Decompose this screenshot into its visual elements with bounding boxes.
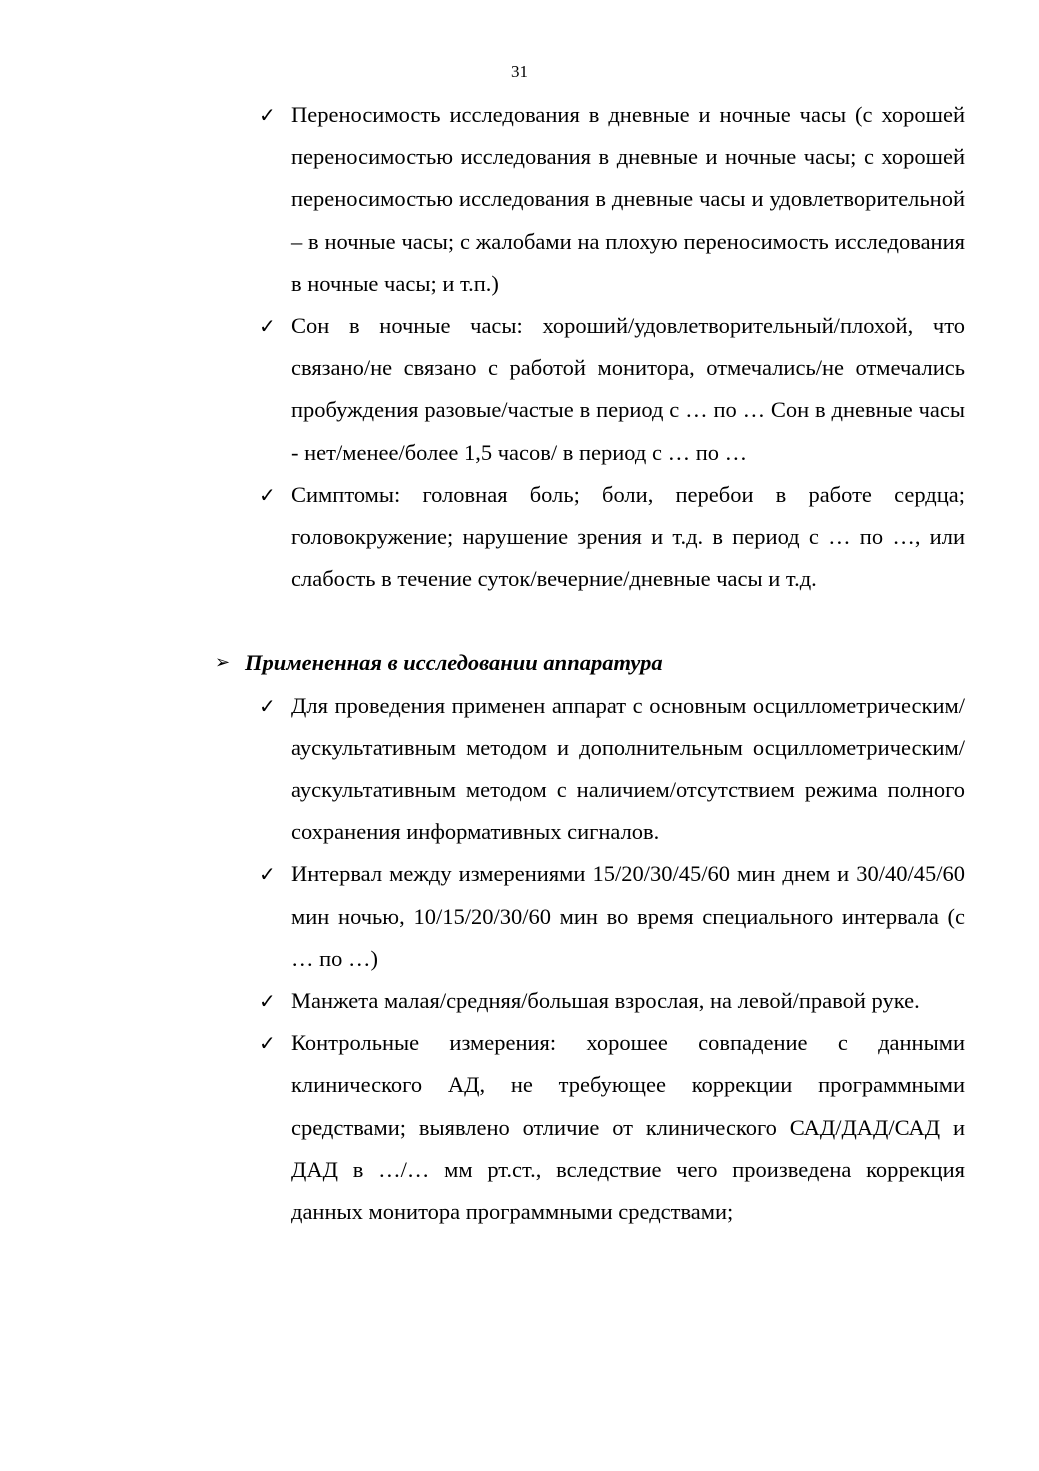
list-item-text: Контрольные измерения: хорошее совпадение с данными клинического АД, не требующее коррекции программными средствами; выявлено отличие от клинического САД/ДАД/САД и ДАД в …/… мм рт.ст., вследствие чего произведена коррекция данных монитора программными средствами;: [291, 1030, 965, 1225]
list-item-interval: [259, 853, 965, 980]
document-body: [0, 94, 1039, 1233]
section-heading-text: Примененная в исследовании аппаратура: [245, 650, 663, 676]
checkmark-icon: ✓: [259, 862, 276, 887]
list-item-cuff: [259, 980, 965, 1022]
list-item-sleep: [259, 305, 965, 474]
list-item-tolerance: [259, 94, 965, 305]
checkmark-icon: ✓: [259, 314, 276, 339]
checkmark-icon: ✓: [259, 693, 276, 718]
list-item-symptoms: [259, 474, 965, 601]
list-item-control-measurements: [259, 1022, 965, 1233]
checkmark-icon: ✓: [259, 482, 276, 507]
checkmark-icon: ✓: [259, 103, 276, 127]
section-heading: [215, 642, 1039, 684]
checkmark-icon: ✓: [259, 989, 276, 1014]
arrow-bullet-icon: ➢: [215, 652, 231, 674]
list-item-text: Сон в ночные часы: хороший/удовлетворительный/плохой, что связано/не связано с работой монитора, отмечались/не отмечались пробуждения разовые/частые в период с … по … Сон в дневные часы - нет/менее/более 1,5 часов/ в период с … по …: [291, 313, 965, 465]
checkmark-icon: ✓: [259, 1031, 276, 1056]
list-item-text: Переносимость исследования в дневные и ночные часы (с хорошей переносимостью исследования в дневные и ночные часы; с хорошей переносимостью исследования в дневные часы и удовлетворительной – в ночные часы; с жалобами на плохую переносимость исследования в ночные часы; и т.п.): [291, 102, 965, 296]
list-item-text: Симптомы: головная боль; боли, перебои в работе сердца; головокружение; нарушение зрения и т.д. в период с … по …, или слабость в течение суток/вечерние/дневные часы и т.д.: [291, 481, 965, 592]
list-item-method: [259, 685, 965, 854]
page-number: 31: [511, 62, 528, 81]
list-item-text: Для проведения применен аппарат с основным осциллометрическим/аускультативным методом и дополнительным осциллометрическим/аускультативным методом с наличием/отсутствием режима полного сохранения информативных сигналов.: [291, 692, 965, 845]
list-item-text: Интервал между измерениями 15/20/30/45/60 мин днем и 30/40/45/60 мин ночью, 10/15/20/30/60 мин во время специального интервала (с … по …): [291, 861, 965, 971]
list-item-text: Манжета малая/средняя/большая взрослая, на левой/правой руке.: [291, 988, 920, 1014]
